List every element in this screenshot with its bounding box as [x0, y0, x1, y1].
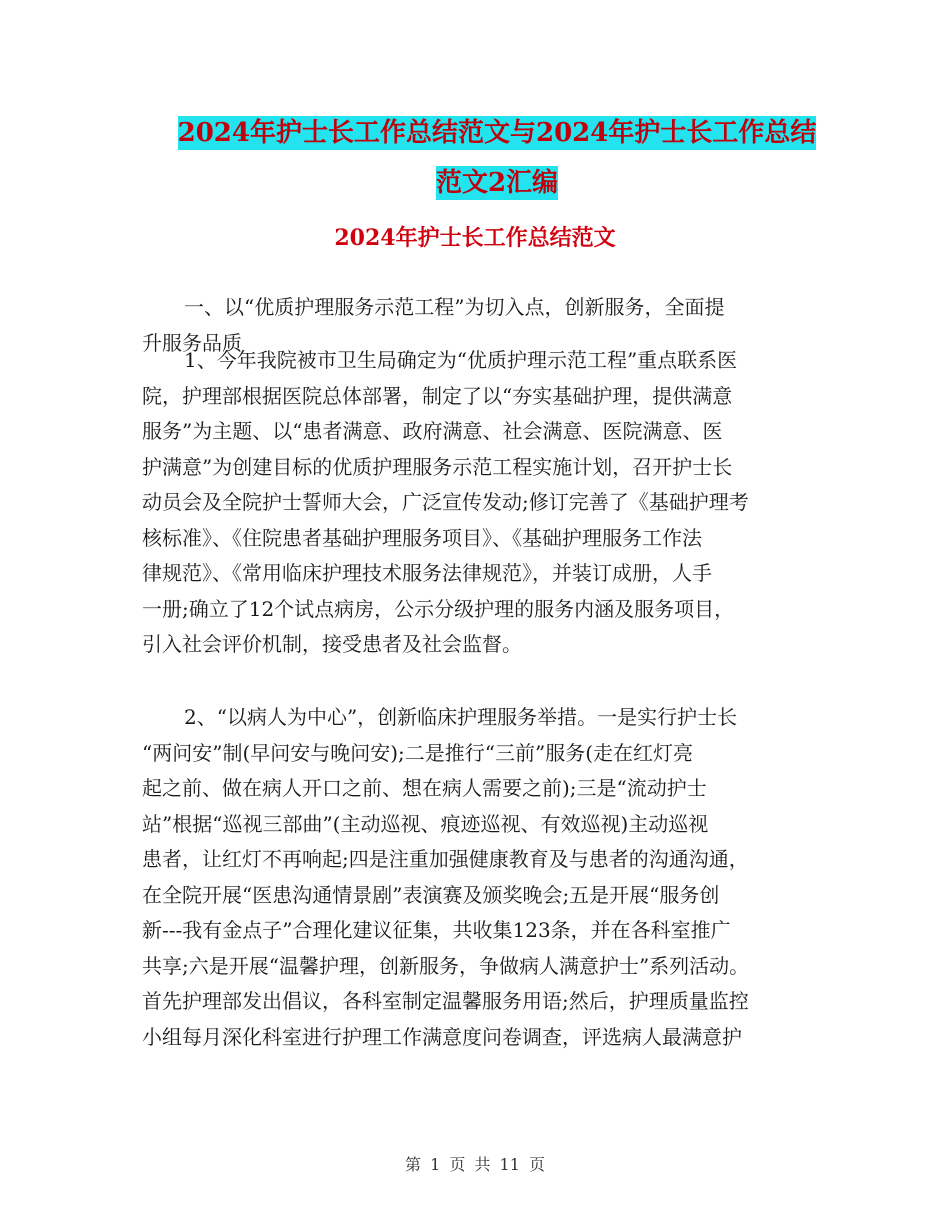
page-footer: 第 1 页 共 11 页	[405, 1155, 545, 1174]
text-line: 核标准》、《住院患者基础护理服务项目》、《基础护理服务工作法	[142, 525, 702, 550]
item-2-paragraph	[142, 700, 808, 1055]
text-line: 院，护理部根据医院总体部署，制定了以“夯实基础护理，提供满意	[142, 383, 733, 408]
text-line: 站”根据“巡视三部曲”(主动巡视、痕迹巡视、有效巡视)主动巡视	[142, 811, 709, 836]
text-line: 1、今年我院被市卫生局确定为“优质护理示范工程”重点联系医	[184, 348, 738, 372]
document-title-line-1: 2024年护士长工作总结范文与2024年护士长工作总结	[177, 118, 817, 148]
text-line: 一、以“优质护理服务示范工程”为切入点，创新服务，全面提	[184, 295, 725, 319]
text-line: 患者，让红灯不再响起;四是注重加强健康教育及与患者的沟通沟通，	[142, 847, 749, 871]
text-line: 引入社会评价机制，接受患者及社会监督。	[142, 632, 522, 656]
text-line: “两问安”制(早问安与晚问安);二是推行“三前”服务(走在红灯亮	[142, 740, 694, 765]
text-line: 升服务品质	[142, 330, 242, 355]
text-line: 起之前、做在病人开口之前、想在病人需要之前);三是“流动护士	[142, 776, 707, 800]
text-line: 护满意”为创建目标的优质护理服务示范工程实施计划，召开护士长	[142, 454, 733, 479]
item-1-paragraph	[142, 343, 808, 663]
document-title	[142, 108, 852, 208]
text-line: 共享;六是开展“温馨护理，创新服务，争做病人满意护士”系列活动。	[142, 953, 750, 978]
text-line: 小组每月深化科室进行护理工作满意度问卷调查，评选病人最满意护	[142, 1024, 742, 1049]
document-title-line-2: 范文2汇编	[435, 168, 559, 198]
text-line: 律规范》、《常用临床护理技术服务法律规范》，并装订成册，人手	[142, 561, 712, 585]
text-line: 在全院开展“医患沟通情景剧”表演赛及颁奖晚会;五是开展“服务创	[142, 882, 720, 907]
text-line: 一册;确立了12个试点病房，公示分级护理的服务内涵及服务项目，	[142, 596, 735, 621]
text-line: 2、“以病人为中心”，创新临床护理服务举措。一是实行护士长	[184, 705, 738, 729]
text-line: 新---我有金点子”合理化建议征集，共收集123条，并在各科室推广	[142, 918, 731, 942]
text-line: 服务”为主题、以“患者满意、政府满意、社会满意、医院满意、医	[142, 419, 723, 443]
text-line: 首先护理部发出倡议，各科室制定温馨服务用语;然后，护理质量监控	[142, 989, 749, 1013]
section-title: 2024年护士长工作总结范文	[334, 225, 616, 251]
text-line: 动员会及全院护士誓师大会，广泛宣传发动;修订完善了《基础护理考	[142, 490, 749, 514]
